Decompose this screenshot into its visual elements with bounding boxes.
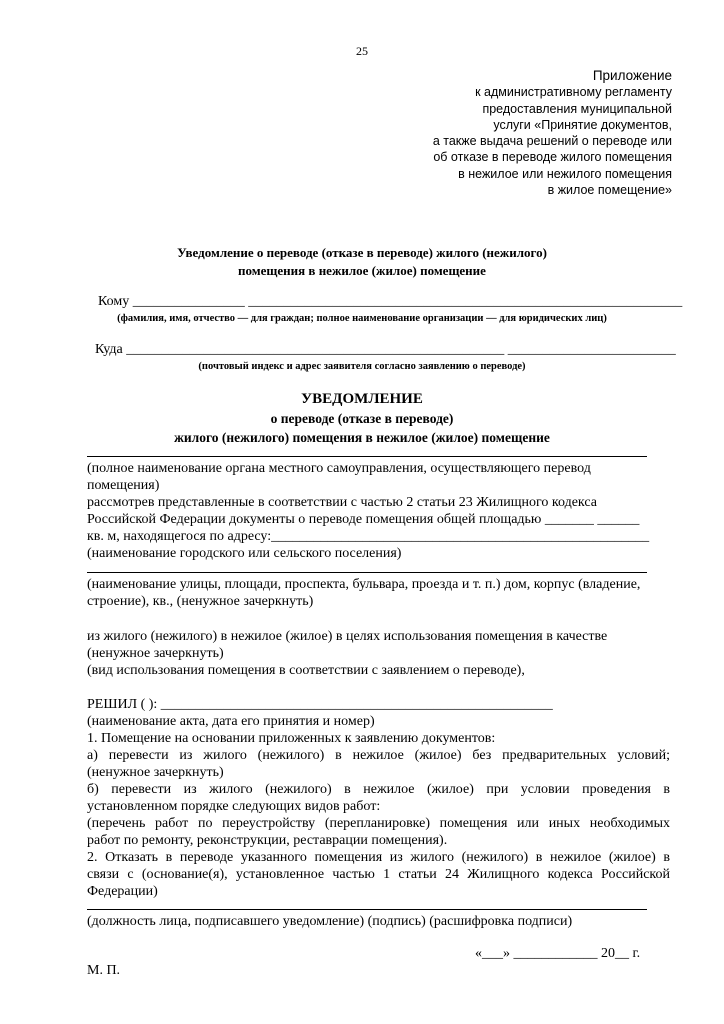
appendix-line: Приложение: [592, 68, 672, 83]
body-line: а) перевести из жилого (нежилого) в нежилое (жилое) без предварительных условий;: [87, 748, 670, 763]
body-line: б) перевести из жилого (нежилого) в нежилое (жилое) при условии проведения в: [87, 782, 670, 797]
body-line: (полное наименование органа местного самоуправления, осуществляющего перевод: [87, 461, 591, 476]
body-line: рассмотрев представленные в соответствии с частью 2 статьи 23 Жилищного кодекса: [87, 495, 597, 510]
body-line: 2. Отказать в переводе указанного помещения из жилого (нежилого) в нежилое (жилое) в: [87, 850, 670, 865]
signature-line: [87, 909, 647, 910]
appendix-line: предоставления муниципальной: [482, 101, 672, 116]
appendix-line: к административному регламенту: [475, 85, 672, 100]
main-title-line: о переводе (отказе в переводе): [270, 411, 454, 426]
body-line: (перечень работ по переустройству (перепланировке) помещения или иных необходимых: [87, 816, 670, 831]
appendix-line: в жилое помещение»: [547, 183, 672, 198]
body-line: Российской Федерации документы о переводе помещения общей площадью _______ ______: [87, 512, 640, 527]
to-hint: (фамилия, имя, отчество — для граждан; полное наименование организации — для юридических лиц): [117, 313, 607, 324]
appendix-line: а также выдача решений о переводе или: [432, 134, 672, 149]
notice-header-line: помещения в нежилое (жилое) помещение: [238, 263, 486, 278]
body-line: (наименование улицы, площади, проспекта, бульвара, проезда и т. п.) дом, корпус (владение,: [87, 577, 641, 592]
body-line: установленном порядке следующих видов работ:: [87, 799, 381, 814]
body-line: (ненужное зачеркнуть): [87, 765, 224, 780]
notice-header: [0, 244, 724, 280]
blank-line: [87, 456, 647, 457]
blank-line: [87, 572, 647, 573]
main-title: [0, 390, 724, 447]
body-line: (наименование акта, дата его принятия и номер): [87, 714, 375, 729]
signature-caption: (должность лица, подписавшего уведомление) (подпись) (расшифровка подписи): [87, 914, 573, 929]
main-title-line: УВЕДОМЛЕНИЕ: [301, 391, 423, 407]
body-line: 1. Помещение на основании приложенных к заявлению документов:: [87, 731, 496, 746]
date-line: «___» ____________ 20__ г.: [475, 946, 641, 961]
where-field: Куда ______________________________________________________ ________________________: [95, 342, 676, 357]
appendix-line: услуги «Принятие документов,: [493, 117, 672, 132]
decision-line: РЕШИЛ ( ): ________________________________________________________: [87, 697, 553, 712]
stamp-place: М. П.: [87, 963, 121, 978]
body-line: (вид использования помещения в соответствии с заявлением о переводе),: [87, 663, 525, 678]
body-line: (наименование городского или сельского поселения): [87, 546, 402, 561]
page-number: 25: [356, 44, 368, 58]
body-line: кв. м, находящегося по адресу:______________________________________________________: [87, 529, 650, 544]
body-line: (ненужное зачеркнуть): [87, 646, 224, 661]
notice-header-line: Уведомление о переводе (отказе в переводе) жилого (нежилого): [177, 245, 547, 260]
appendix-line: об отказе в переводе жилого помещения: [433, 150, 672, 165]
where-hint: (почтовый индекс и адрес заявителя согласно заявлению о переводе): [198, 361, 526, 372]
body-line: помещения): [87, 478, 160, 493]
body-line: Федерации): [87, 884, 158, 899]
body-line: связи с (основание(я), установленное частью 1 статьи 24 Жилищного кодекса Российской: [87, 867, 670, 882]
appendix-line: в нежилое или нежилого помещения: [458, 166, 672, 181]
appendix-block: [352, 68, 672, 198]
to-field: Кому ________________ ______________________________________________________________: [98, 294, 683, 309]
main-title-line: жилого (нежилого) помещения в нежилое (жилое) помещение: [174, 430, 550, 445]
body-line: строение), кв., (ненужное зачеркнуть): [87, 594, 314, 609]
body-line: работ по ремонту, реконструкции, реставрации помещения).: [87, 833, 448, 848]
body-line: из жилого (нежилого) в нежилое (жилое) в целях использования помещения в качестве: [87, 629, 608, 644]
